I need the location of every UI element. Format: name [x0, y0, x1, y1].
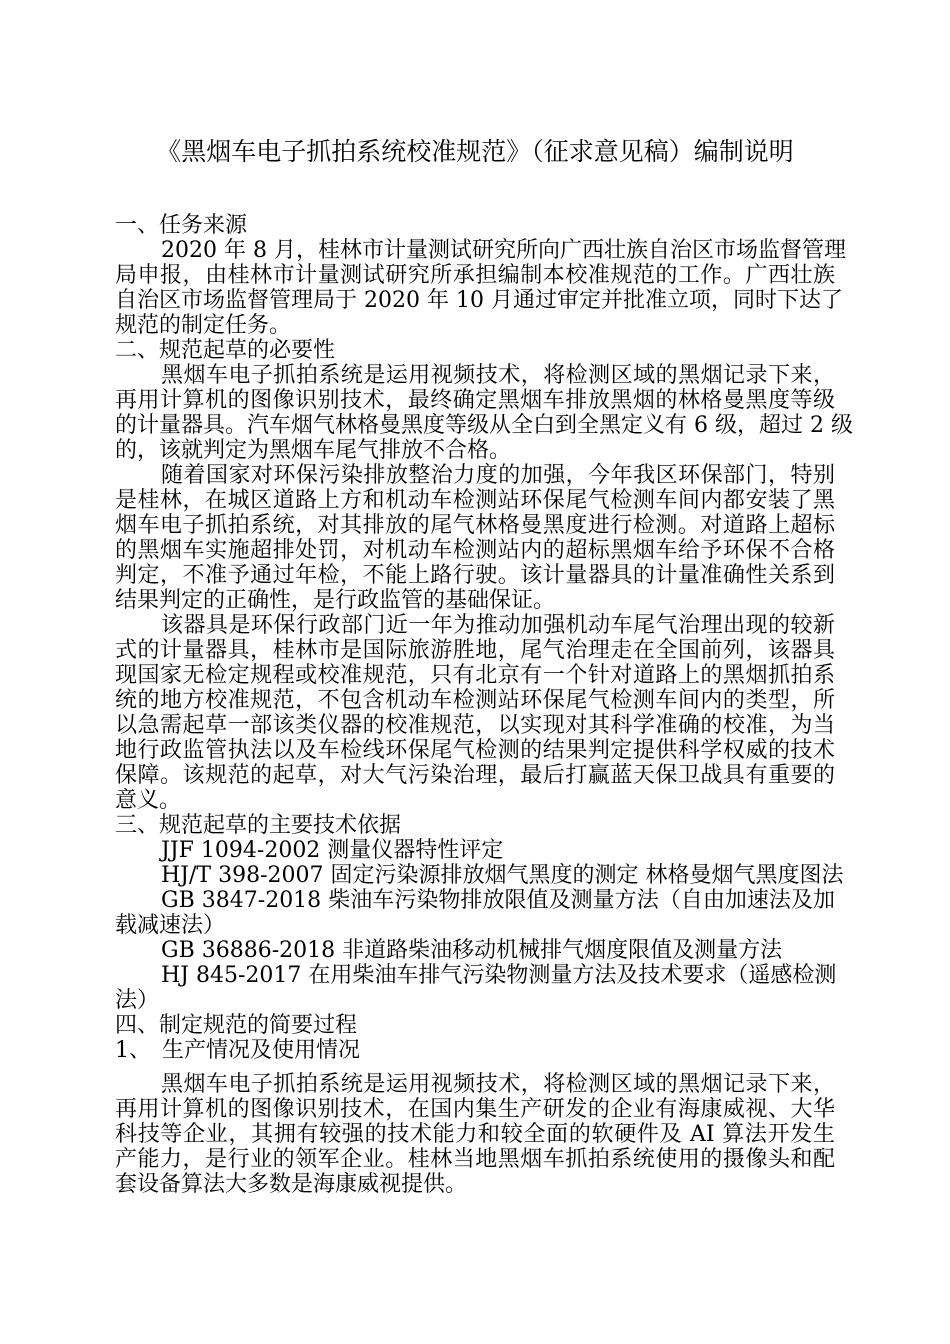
text-line: 规范的制定任务。 [115, 313, 292, 338]
section-heading: 1、 生产情况及使用情况 [115, 1038, 360, 1063]
text-line: 载减速法） [115, 913, 226, 938]
text-line: 自治区市场监督管理局于 2020 年 10 月通过审定并批准立项，同时下达了 [115, 288, 843, 313]
section-heading: 二、规范起草的必要性 [115, 338, 336, 363]
text-line: 再用计算机的图像识别技术，最终确定黑烟车排放黑烟的林格曼黑度等级 [115, 388, 835, 413]
paragraph [115, 963, 835, 1013]
text-line: 科技等企业，其拥有较强的技术能力和较全面的软硬件及 AI 算法开发生 [115, 1122, 835, 1147]
text-line: 再用计算机的图像识别技术，在国内集生产研发的企业有海康威视、大华 [115, 1097, 835, 1122]
text-line: 局申报，由桂林市计量测试研究所承担编制本校准规范的工作。广西壮族 [115, 263, 835, 288]
document-title: 《黑烟车电子抓拍系统校准规范》（征求意见稿）编制说明 [156, 137, 794, 166]
document-body [115, 213, 853, 1197]
text-line: 式的计量器具，桂林市是国际旅游胜地，尾气治理走在全国前列，该器具 [115, 638, 835, 663]
text-line: 现国家无检定规程或校准规范，只有北京有一个针对道路上的黑烟抓拍系 [115, 663, 835, 688]
section-heading: 一、任务来源 [115, 213, 248, 238]
text-line: 的，该就判定为黑烟车尾气排放不合格。 [115, 438, 512, 463]
text-line: 意义。 [115, 788, 182, 813]
paragraph [115, 613, 835, 813]
text-line: 2020 年 8 月，桂林市计量测试研究所向广西壮族自治区市场监督管理 [161, 238, 846, 263]
paragraph [115, 863, 844, 888]
section-heading: 四、制定规范的简要过程 [115, 1013, 358, 1038]
text-line: HJ/T 398-2007 固定污染源排放烟气黑度的测定 林格曼烟气黑度图法 [161, 863, 844, 888]
text-line: GB 36886-2018 非道路柴油移动机械排气烟度限值及测量方法 [161, 938, 783, 963]
text-line: 黑烟车电子抓拍系统是运用视频技术，将检测区域的黑烟记录下来， [161, 1072, 835, 1097]
text-line: 黑烟车电子抓拍系统是运用视频技术，将检测区域的黑烟记录下来， [161, 363, 835, 388]
paragraph [115, 463, 835, 613]
text-line: 结果判定的正确性，是行政监管的基础保证。 [115, 588, 556, 613]
paragraph [115, 938, 835, 963]
text-line: 该器具是环保行政部门近一年为推动加强机动车尾气治理出现的较新 [161, 613, 835, 638]
paragraph [115, 363, 853, 463]
text-line: 保障。该规范的起草，对大气污染治理，最后打赢蓝天保卫战具有重要的 [115, 763, 835, 788]
text-line: 判定，不准予通过年检，不能上路行驶。该计量器具的计量准确性关系到 [115, 563, 835, 588]
paragraph [115, 238, 846, 338]
section-heading: 三、规范起草的主要技术依据 [115, 813, 402, 838]
text-line: HJ 845-2017 在用柴油车排气污染物测量方法及技术要求（遥感检测 [161, 963, 837, 988]
paragraph [115, 1072, 835, 1197]
text-line: 统的地方校准规范，不包含机动车检测站环保尾气检测车间内的类型，所 [115, 688, 835, 713]
text-line: 是桂林，在城区道路上方和机动车检测站环保尾气检测车间内都安装了黑 [115, 488, 835, 513]
text-line: 随着国家对环保污染排放整治力度的加强，今年我区环保部门，特别 [161, 463, 835, 488]
text-line: 地行政监管执法以及车检线环保尾气检测的结果判定提供科学权威的技术 [115, 738, 835, 763]
text-line: 的黑烟车实施超排处罚，对机动车检测站内的超标黑烟车给予环保不合格 [115, 538, 835, 563]
paragraph [115, 888, 835, 938]
paragraph [115, 838, 835, 863]
text-line: 以急需起草一部该类仪器的校准规范，以实现对其科学准确的校准，为当 [115, 713, 835, 738]
text-line: 的计量器具。汽车烟气林格曼黑度等级从全白到全黑定义有 6 级，超过 2 级 [115, 413, 853, 438]
text-line: 法） [115, 988, 160, 1013]
text-line: 烟车电子抓拍系统，对其排放的尾气林格曼黑度进行检测。对道路上超标 [115, 513, 835, 538]
text-line: JJF 1094-2002 测量仪器特性评定 [161, 838, 504, 863]
text-line: 产能力，是行业的领军企业。桂林当地黑烟车抓拍系统使用的摄像头和配 [115, 1147, 835, 1172]
spacer [115, 1063, 835, 1072]
text-line: GB 3847-2018 柴油车污染物排放限值及测量方法（自由加速法及加 [161, 888, 835, 913]
text-line: 套设备算法大多数是海康威视提供。 [115, 1172, 468, 1197]
